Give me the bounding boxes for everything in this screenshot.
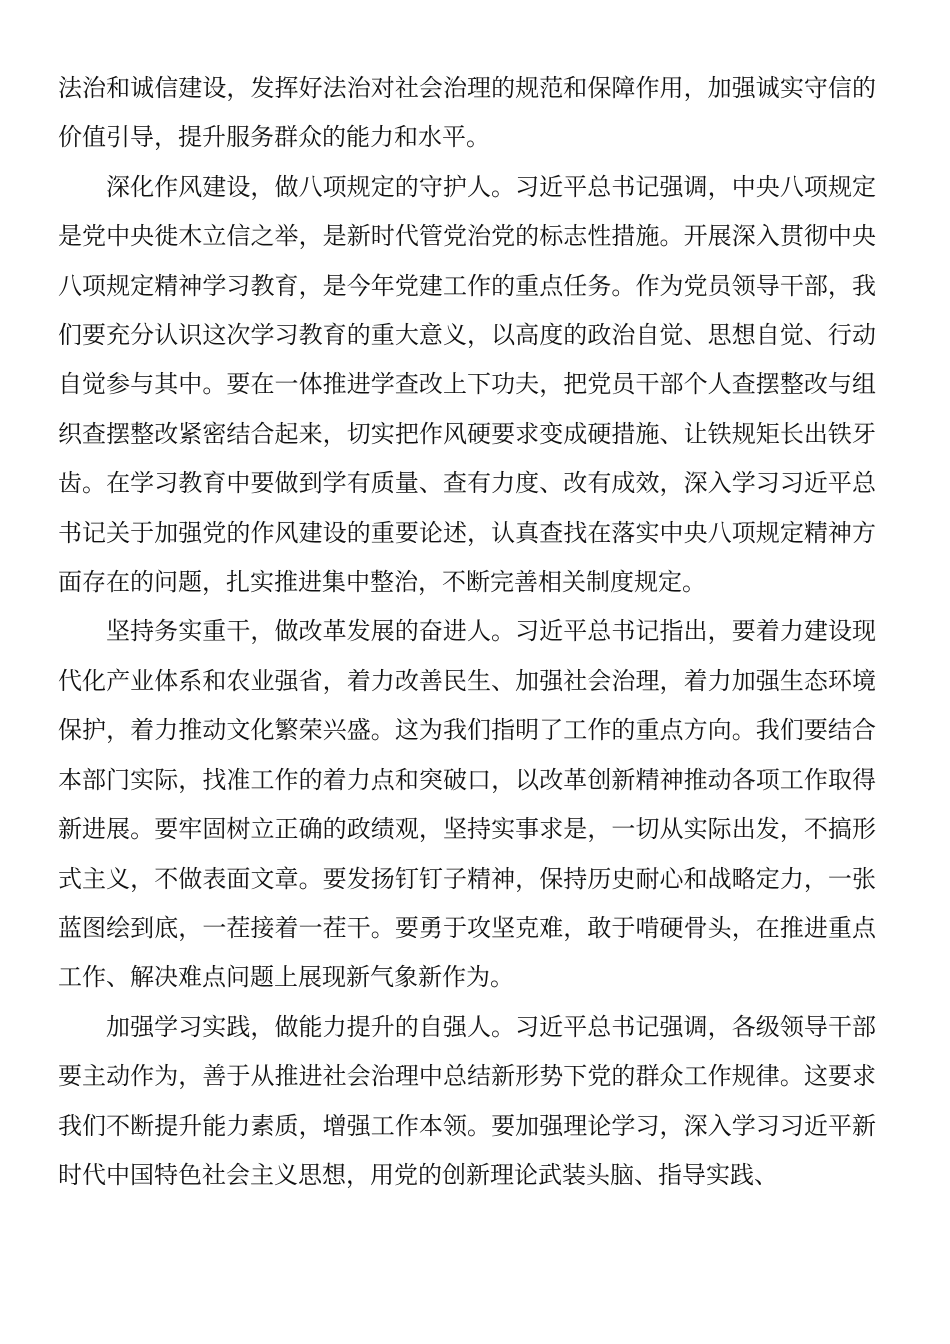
paragraph-lead: 加强学习实践，做能力提升的自强人。	[106, 1012, 516, 1041]
paragraph-style-building	[58, 163, 876, 608]
paragraph-learning-practice	[58, 1003, 876, 1201]
paragraph-practical-work	[58, 607, 876, 1002]
paragraph-body: 习近平总书记强调，各级领导干部要主动作为，善于从推进社会治理中总结新形势下党的群众工作规律。这要求我们不断提升能力素质，增强工作本领。要加强理论学习，深入学习习近平新时代中国特色社会主义思想，用党的创新理论武装头脑、指导实践、	[58, 1012, 877, 1189]
paragraph-body: 法治和诚信建设，发挥好法治对社会治理的规范和保障作用，加强诚实守信的价值引导，提升服务群众的能力和水平。	[58, 74, 876, 152]
paragraph-body: 习近平总书记指出，要着力建设现代化产业体系和农业强省，着力改善民生、加强社会治理，着力加强生态环境保护，着力推动文化繁荣兴盛。这为我们指明了工作的重点方向。我们要结合本部门实际，找准工作的着力点和突破口，以改革创新精神推动各项工作取得新进展。要牢固树立正确的政绩观，坚持实事求是，一切从实际出发，不搞形式主义，不做表面文章。要发扬钉钉子精神，保持历史耐心和战略定力，一张蓝图绘到底，一茬接着一茬干。要勇于攻坚克难，敢于啃硬骨头，在推进重点工作、解决难点问题上展现新气象新作为。	[58, 617, 877, 992]
paragraph-lead: 坚持务实重干，做改革发展的奋进人。	[106, 617, 516, 646]
document-page	[58, 64, 876, 1200]
paragraph-lead: 深化作风建设，做八项规定的守护人。	[106, 172, 516, 201]
paragraph-continuation	[58, 64, 876, 163]
paragraph-body: 习近平总书记强调，中央八项规定是党中央徙木立信之举，是新时代管党治党的标志性措施。开展深入贯彻中央八项规定精神学习教育，是今年党建工作的重点任务。作为党员领导干部，我们要充分认识这次学习教育的重大意义，以高度的政治自觉、思想自觉、行动自觉参与其中。要在一体推进学查改上下功夫，把党员干部个人查摆整改与组织查摆整改紧密结合起来，切实把作风硬要求变成硬措施、让铁规矩长出铁牙齿。在学习教育中要做到学有质量、查有力度、改有成效，深入学习习近平总书记关于加强党的作风建设的重要论述，认真查找在落实中央八项规定精神方面存在的问题，扎实推进集中整治，不断完善相关制度规定。	[58, 172, 877, 597]
